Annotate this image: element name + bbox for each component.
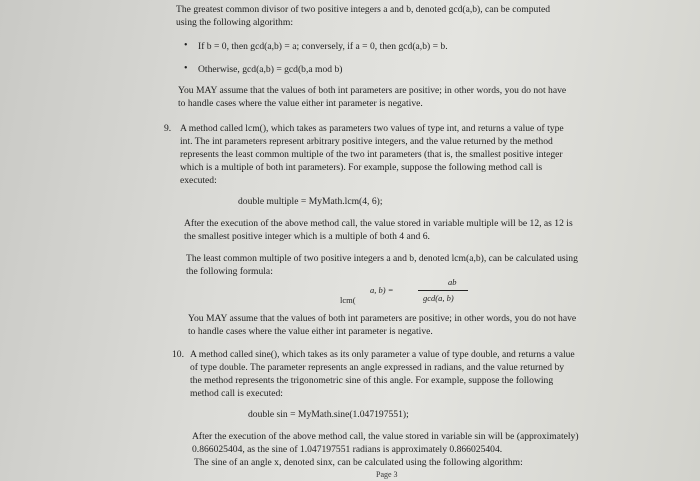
gcd-assume-line-1: You MAY assume that the values of both int parameters are positive; in other words, you do not have [178,85,567,96]
q10-line-1: A method called sine(), which takes as its only parameter a value of type double, and returns a value [190,349,575,360]
gcd-assume-line-2: to handle cases where the value either int parameter is negative. [178,98,423,109]
question-10-number: 10. [172,349,184,360]
gcd-intro-line-1: The greatest common divisor of two positive integers a and b, denoted gcd(a,b), can be computed [176,4,551,15]
q10-line-3: the method represents the trigonometric sine of this angle. For example, suppose the following [190,375,554,386]
q9-line-1: A method called lcm(), which takes as parameters two values of type int, and returns a value of type [180,123,564,134]
q10-code-example: double sin = MyMath.sine(1.047197551); [248,409,409,420]
page-number: Page 3 [376,470,398,479]
q10-line-4: method call is executed: [190,388,283,399]
q10-after-line-2: 0.866025404, as the sine of 1.047197551 radians is approximately 0.866025404. [192,444,503,455]
formula-numerator: ab [448,277,457,287]
q9-formula-line-2: the following formula: [186,266,273,277]
q10-sine-line: The sine of an angle x, denoted sinx, can be calculated using the following algorithm: [194,457,523,468]
q9-line-2: int. The int parameters represent arbitrary positive integers, and the value returned by the method [180,136,553,147]
formula-denominator: gcd(a, b) [423,293,454,303]
q10-after-line-1: After the execution of the above method call, the value stored in variable sin will be (approximately) [192,431,579,442]
formula-lhs-lcm: lcm( [340,295,356,305]
gcd-bullet-1: If b = 0, then gcd(a,b) = a; conversely, if a = 0, then gcd(a,b) = b. [198,41,448,52]
q9-assume-line-2: to handle cases where the value either int parameter is negative. [188,326,433,337]
bullet-dot: • [184,63,188,74]
q9-line-4: which is a multiple of both int parameters). For example, suppose the following method call is [180,162,543,173]
formula-fraction-bar [418,290,468,291]
question-9-number: 9. [164,123,172,134]
formula-lhs-args: a, b) = [370,285,394,295]
gcd-intro-line-2: using the following algorithm: [176,17,293,28]
q9-line-5: executed: [180,175,217,186]
q9-formula-line-1: The least common multiple of two positive integers a and b, denoted lcm(a,b), can be calculated using [186,253,578,264]
q9-assume-line-1: You MAY assume that the values of both int parameters are positive; in other words, you do not have [188,313,577,324]
gcd-bullet-2: Otherwise, gcd(a,b) = gcd(b,a mod b) [198,64,343,75]
bullet-dot: • [184,40,188,51]
q9-line-3: represents the least common multiple of the two int parameters (that is, the smallest positive integer [180,149,563,160]
q9-after-line-2: the smallest positive integer which is a multiple of both 4 and 6. [184,231,430,242]
q9-code-example: double multiple = MyMath.lcm(4, 6); [238,196,383,207]
q9-after-line-1: After the execution of the above method call, the value stored in variable multiple will be 12, as 12 is [184,218,573,229]
q10-line-2: of type double. The parameter represents an angle expressed in radians, and the value returned by [190,362,565,373]
